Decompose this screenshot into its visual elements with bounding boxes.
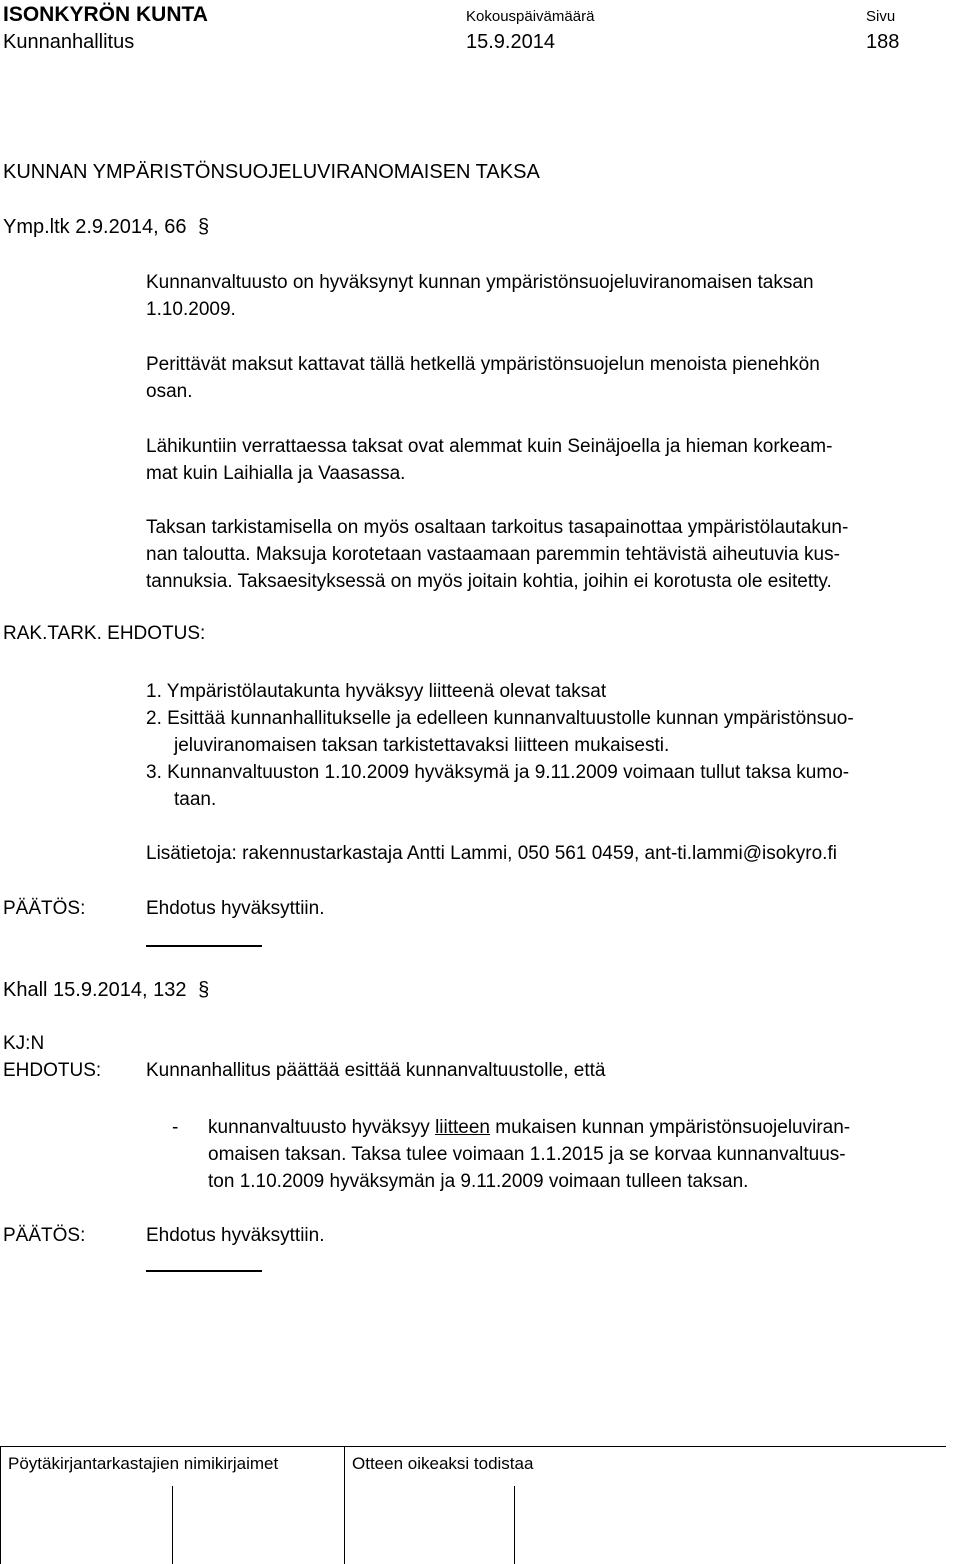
ymp-reference bbox=[3, 216, 209, 239]
paragraph-4 bbox=[146, 514, 946, 595]
decision-label-2: PÄÄTÖS: bbox=[3, 1225, 86, 1246]
khall-reference-text: Khall 15.9.2014, 132 bbox=[3, 979, 187, 1001]
decision-text-2: Ehdotus hyväksyttiin. bbox=[146, 1225, 325, 1246]
rak-tark-proposal-label: RAK.TARK. EHDOTUS: bbox=[3, 623, 206, 644]
proposal-item-2-line-2: jeluviranomaisen taksan tarkistettavaksi liitteen mukaisesti. bbox=[174, 735, 670, 756]
bullet-dash: - bbox=[172, 1117, 179, 1138]
attachment-link[interactable]: liitteen bbox=[435, 1117, 490, 1138]
bullet-line-1 bbox=[208, 1114, 850, 1141]
proposal-item-3-line-1: 3. Kunnanvaltuuston 1.10.2009 hyväksymä ja 9.11.2009 voimaan tullut taksa kumo- bbox=[146, 762, 850, 783]
bullet-body bbox=[172, 1114, 850, 1195]
paragraph-1-line-1: Kunnanvaltuusto on hyväksynyt kunnan ympäristönsuojeluviranomaisen taksan bbox=[146, 272, 814, 293]
paragraph-4-line-3: tannuksia. Taksaesityksessä on myös joitain kohtia, joihin ei korotusta ole esitetty. bbox=[146, 571, 832, 592]
khall-bullet bbox=[172, 1114, 850, 1195]
signature-footer bbox=[0, 1446, 960, 1564]
proposal-item-2 bbox=[146, 705, 946, 759]
document-title: KUNNAN YMPÄRISTÖNSUOJELUVIRANOMAISEN TAKSA bbox=[3, 161, 540, 183]
meeting-date: 15.9.2014 bbox=[466, 31, 555, 53]
paragraph-1-line-2: 1.10.2009. bbox=[146, 299, 236, 320]
bullet-line-2: omaisen taksan. Taksa tulee voimaan 1.1.2015 ja se korvaa kunnanvaltuus- bbox=[208, 1144, 846, 1165]
decision-label: PÄÄTÖS: bbox=[3, 898, 86, 919]
paragraph-2 bbox=[146, 351, 946, 405]
khall-proposal-text: Kunnanhallitus päättää esittää kunnanvaltuustolle, että bbox=[146, 1060, 606, 1081]
proposal-item-2-line-1: 2. Esittää kunnanhallitukselle ja edelleen kunnanvaltuustolle kunnan ympäristönsuo- bbox=[146, 708, 854, 729]
paragraph-3-line-2: mat kuin Laihialla ja Vaasassa. bbox=[146, 463, 406, 484]
footer-right-label: Otteen oikeaksi todistaa bbox=[352, 1454, 534, 1473]
proposal-list bbox=[146, 678, 946, 813]
proposal-item-3-line-2: taan. bbox=[174, 789, 217, 810]
khall-proposal-label: EHDOTUS: bbox=[3, 1060, 102, 1081]
section-sign-2: § bbox=[198, 979, 210, 1001]
paragraph-1 bbox=[146, 269, 946, 323]
paragraph-3-line-1: Lähikuntiin verrattaessa taksat ovat alemmat kuin Seinäjoella ja hieman korkeam- bbox=[146, 436, 833, 457]
paragraph-3 bbox=[146, 433, 946, 487]
bullet-line-1-start: kunnanvaltuusto hyväksyy bbox=[208, 1117, 436, 1138]
bullet-line-3: ton 1.10.2009 hyväksymän ja 9.11.2009 voimaan tulleen taksan. bbox=[208, 1171, 749, 1192]
proposal-item-1-line-1: 1. Ympäristölautakunta hyväksyy liitteenä olevat taksat bbox=[146, 681, 607, 702]
paragraph-2-line-2: osan. bbox=[146, 381, 193, 402]
organization-name: ISONKYRÖN KUNTA bbox=[3, 3, 208, 26]
footer-left-label: Pöytäkirjantarkastajien nimikirjaimet bbox=[8, 1454, 279, 1473]
decision-text: Ehdotus hyväksyttiin. bbox=[146, 898, 325, 919]
khall-reference bbox=[3, 979, 209, 1002]
kj-label: KJ:N bbox=[3, 1033, 45, 1054]
proposal-item-1 bbox=[146, 678, 946, 705]
governing-body: Kunnanhallitus bbox=[3, 31, 135, 53]
page-number: 188 bbox=[866, 31, 900, 53]
paragraph-4-line-2: nan taloutta. Maksuja korotetaan vastaamaan paremmin tehtävistä aiheutuvia kus- bbox=[146, 544, 840, 565]
proposal-item-3 bbox=[146, 759, 946, 813]
decision-divider bbox=[146, 945, 262, 947]
paragraph-4-line-1: Taksan tarkistamisella on myös osaltaan tarkoitus tasapainottaa ympäristölautakun- bbox=[146, 517, 849, 538]
decision-divider-2 bbox=[146, 1270, 262, 1272]
section-sign: § bbox=[198, 216, 210, 238]
paragraph-2-line-1: Perittävät maksut kattavat tällä hetkellä ympäristönsuojelun menoista pienehkön bbox=[146, 354, 820, 375]
bullet-line-1-end: mukaisen kunnan ympäristönsuojeluviran- bbox=[490, 1117, 851, 1138]
page-label: Sivu bbox=[866, 8, 896, 25]
date-label: Kokouspäivämäärä bbox=[466, 8, 595, 25]
ymp-reference-text: Ymp.ltk 2.9.2014, 66 bbox=[3, 216, 187, 238]
contact-info: Lisätietoja: rakennustarkastaja Antti Lammi, 050 561 0459, ant-ti.lammi@isokyro.fi bbox=[146, 843, 837, 864]
